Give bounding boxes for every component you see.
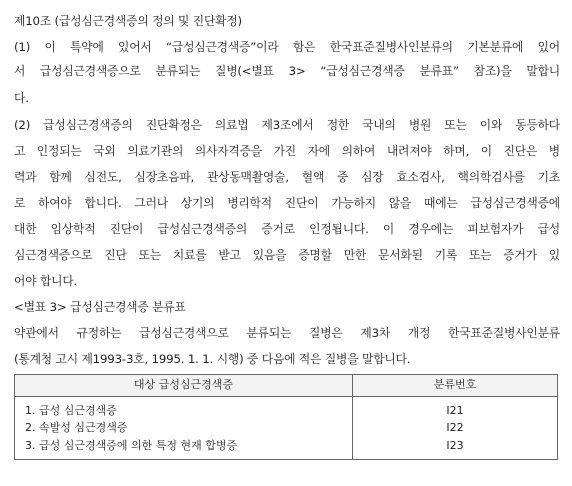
- appendix-heading: <별표 3> 급성심근경색증 분류표: [14, 300, 186, 314]
- article-title: 제10조 (급성심근경색증의 정의 및 진단확정): [14, 14, 242, 28]
- table-row-3-code: I23: [446, 439, 464, 452]
- para2-line-7: 어야 합니다.: [14, 274, 78, 288]
- table-row-2-code: I22: [446, 421, 464, 434]
- table-header-code: 분류번호: [433, 378, 477, 391]
- para2-line-3: 력과 함께 심전도, 심장초음파, 관상동맥촬영술, 혈액 중 심장 효소검사, 핵의학검사를 기초: [14, 170, 560, 184]
- para2-line-6: 심근경색증으로 진단 또는 치료를 받고 있음을 증명할 만한 문서화된 기록 또는 증거가 있: [14, 248, 560, 262]
- appendix-intro-line-1: 약관에서 규정하는 급성심근경색으로 분류되는 질병은 제3차 개정 한국표준질병사인분류: [14, 326, 560, 340]
- para2-line-2: 고 인정되는 국외 의료기관의 의사자격증을 가진 자에 의하여 내려져야 하며, 이 진단은 병: [14, 144, 560, 158]
- appendix-intro-line-2: (통계청 고시 제1993-3호, 1995. 1. 1. 시행) 중 다음에 적은 질병을 말합니다.: [14, 352, 411, 366]
- table-row-1-name: 1. 급성 심근경색증: [25, 404, 117, 417]
- table-header-target: 대상 급성심근경색증: [133, 378, 234, 391]
- para1-line-2: 서 급성심근경색증으로 분류되는 질병(<별표 3> “급성심근경색증 분류표” 참조)을 말합니: [14, 64, 560, 78]
- table-row-1-code: I21: [446, 404, 464, 417]
- para1-line-3: 다.: [14, 91, 29, 105]
- table-row-2-name: 2. 속발성 심근경색증: [25, 421, 128, 434]
- para2-line-4: 로 하여야 합니다. 그러나 상기의 병리학적 진단이 가능하지 않을 때에는 급성심근경색증에: [14, 196, 560, 210]
- para1-line-1: (1) 이 특약에 있어서 “급성심근경색증”이라 함은 한국표준질병사인분류의 기본분류에 있어: [14, 40, 560, 54]
- para2-line-5: 대한 임상학적 진단이 급성심근경색증의 증거로 인정됩니다. 이 경우에는 피보험자가 급성: [14, 222, 560, 236]
- para2-line-1: (2) 급성심근경색증의 진단확정은 의료법 제3조에서 정한 국내의 병원 또는 이와 동등하다: [14, 118, 560, 132]
- table-row-3-name: 3. 급성 심근경색증에 의한 특정 현재 합병증: [25, 439, 238, 452]
- classification-table: [14, 374, 558, 460]
